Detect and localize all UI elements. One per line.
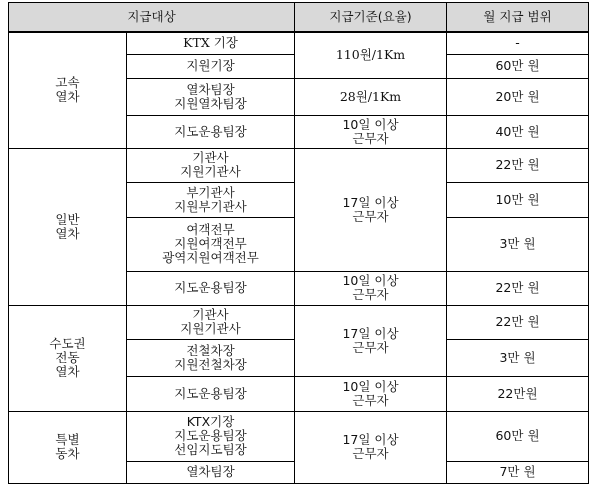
table-row [9, 305, 589, 339]
criteria-cell [295, 305, 447, 376]
target-cell [127, 411, 295, 461]
criteria-line: 28원/1Km [339, 88, 402, 104]
range-cell: 60만 원 [447, 54, 589, 78]
category-line: 특별 [55, 432, 80, 447]
criteria-line: 17일 이상 [342, 432, 399, 447]
range-cell: 60만 원 [447, 411, 589, 461]
target-line: 선임지도팀장 [174, 442, 247, 457]
category-line: 고속 [55, 75, 80, 91]
header-criteria: 지급기준(요율) [295, 3, 447, 33]
range-cell: 22만 원 [447, 148, 589, 182]
target-cell [127, 217, 295, 271]
target-cell [127, 376, 295, 411]
category-cell [9, 148, 127, 305]
criteria-line: 근무자 [352, 130, 389, 146]
target-line: 지원부기관사 [174, 198, 247, 214]
target-line: 지원기관사 [180, 321, 241, 336]
allowance-table [8, 2, 589, 484]
range-cell: 3만 원 [447, 217, 589, 271]
criteria-line: 근무자 [352, 392, 389, 408]
target-line: 지원전철차장 [174, 356, 247, 372]
range-cell: - [447, 32, 589, 54]
criteria-cell [295, 148, 447, 271]
header-target: 지급대상 [9, 3, 295, 33]
table-row [9, 148, 589, 182]
range-cell: 20만 원 [447, 78, 589, 115]
target-line: 열차팀장 [186, 81, 235, 97]
criteria-line: 17일 이상 [342, 194, 399, 210]
target-line: 여객전무 [186, 222, 235, 237]
category-cell [9, 411, 127, 483]
range-cell: 10만 원 [447, 182, 589, 217]
target-cell [127, 182, 295, 217]
target-cell [127, 78, 295, 115]
criteria-cell [295, 32, 447, 78]
header-range: 월 지급 범위 [447, 3, 589, 33]
target-line: 열차팀장 [186, 464, 235, 479]
criteria-line: 근무자 [352, 287, 389, 302]
range-cell: 22만 원 [447, 271, 589, 305]
target-line: 지도운용팀장 [174, 428, 247, 443]
target-line: 지원열차팀장 [174, 95, 247, 111]
target-cell [127, 339, 295, 376]
target-line: 지원여객전무 [174, 236, 247, 251]
range-cell: 7만 원 [447, 461, 589, 483]
range-cell: 22만 원 [447, 305, 589, 339]
range-cell: 3만 원 [447, 339, 589, 376]
target-cell [127, 32, 295, 54]
target-line: 기관사 [192, 150, 229, 165]
target-cell [127, 305, 295, 339]
category-line: 열차 [55, 364, 80, 379]
target-line: 부기관사 [186, 184, 235, 200]
criteria-line: 10일 이상 [342, 116, 399, 132]
target-line: 기관사 [192, 307, 229, 322]
category-line: 열차 [55, 89, 80, 105]
target-cell [127, 461, 295, 483]
category-line: 수도권 [49, 336, 86, 351]
category-cell [9, 32, 127, 148]
target-line: 지도운용팀장 [174, 280, 247, 295]
table-row [9, 32, 589, 54]
range-cell: 22만원 [447, 376, 589, 411]
target-line: 지원기장 [186, 58, 235, 73]
criteria-line: 10일 이상 [342, 378, 399, 394]
target-cell [127, 54, 295, 78]
category-line: 일반 [55, 211, 80, 227]
criteria-line: 10일 이상 [342, 273, 399, 288]
criteria-cell [295, 271, 447, 305]
target-line: 전철차장 [186, 342, 235, 358]
target-cell [127, 271, 295, 305]
target-line: KTX 기장 [183, 35, 238, 51]
target-cell [127, 148, 295, 182]
criteria-line: 근무자 [352, 446, 389, 461]
category-cell [9, 305, 127, 411]
target-line: KTX기장 [186, 414, 235, 429]
range-cell: 40만 원 [447, 115, 589, 148]
category-line: 동차 [55, 446, 80, 461]
criteria-cell [295, 78, 447, 115]
target-line: 지도운용팀장 [174, 123, 247, 139]
category-line: 전동 [55, 350, 80, 365]
criteria-cell [295, 411, 447, 483]
criteria-line: 17일 이상 [342, 325, 399, 341]
criteria-line: 근무자 [352, 208, 389, 224]
target-line: 지도운용팀장 [174, 385, 247, 401]
category-line: 열차 [55, 225, 80, 241]
target-line: 지원기관사 [180, 164, 241, 179]
table-row [9, 411, 589, 461]
header-row [9, 3, 589, 33]
target-cell [127, 115, 295, 148]
criteria-cell [295, 376, 447, 411]
criteria-cell [295, 115, 447, 148]
criteria-line: 110원/1Km [335, 47, 406, 63]
criteria-line: 근무자 [352, 339, 389, 355]
target-line: 광역지원여객전무 [162, 250, 259, 265]
